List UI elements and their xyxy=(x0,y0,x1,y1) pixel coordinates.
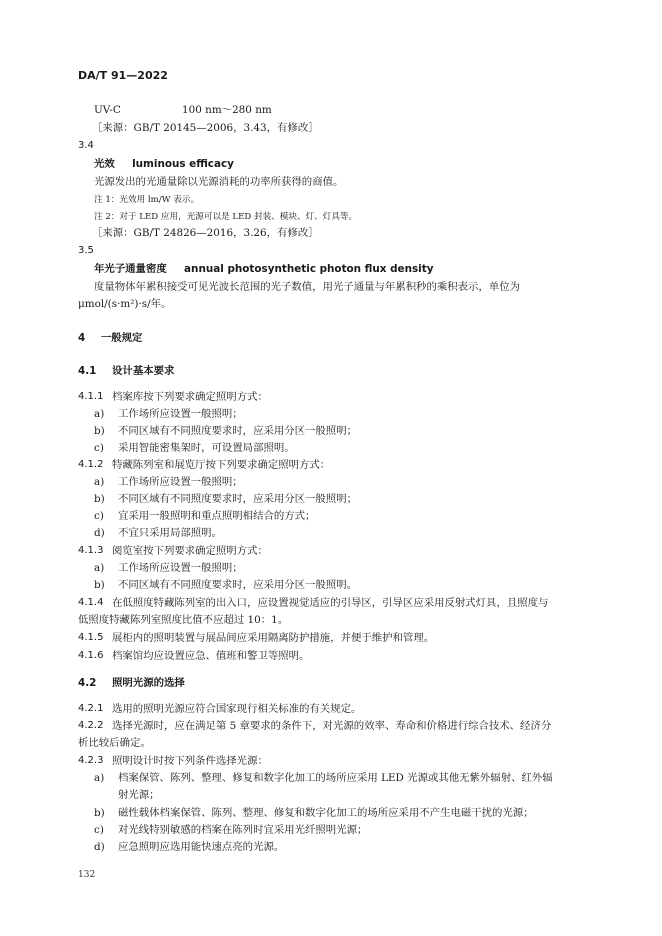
clause-number: 4.1.4 xyxy=(78,597,104,608)
list-marker: c) xyxy=(94,824,104,836)
term-title xyxy=(94,157,234,171)
chapter-heading xyxy=(78,331,142,345)
section-number: 4.1 xyxy=(78,365,97,377)
term-definition-line-1: 度量物体年累积接受可见光波长范围的光子数值，用光子通量与年累积秒的乘积表示，单位为 xyxy=(94,281,521,293)
clause-number: 4.1.1 xyxy=(78,391,104,402)
list-marker: d) xyxy=(94,841,105,853)
list-marker: a) xyxy=(94,476,105,488)
list-marker: a) xyxy=(94,408,105,420)
clause-text-line-2: 析比较后确定。 xyxy=(78,737,151,749)
clause-text: 档案馆均应设置应急、值班和警卫等照明。 xyxy=(112,650,310,662)
list-item: 对光线特别敏感的档案在陈列时宜采用光纤照明光源； xyxy=(118,824,368,836)
term-zh: 光效 xyxy=(94,158,115,170)
clause-text: 选用的照明光源应符合国家现行相关标准的有关规定。 xyxy=(112,703,362,715)
list-marker: a) xyxy=(94,562,105,574)
list-marker: a) xyxy=(94,772,105,784)
clause-number: 4.1.6 xyxy=(78,650,104,661)
list-item: 不同区域有不同照度要求时，应采用分区一般照明。 xyxy=(118,579,357,591)
list-marker: c) xyxy=(94,510,104,522)
clause-number: 4.1.5 xyxy=(78,632,104,643)
clause-number: 4.2.3 xyxy=(78,755,104,766)
list-marker: d) xyxy=(94,527,105,539)
clause-text: 特藏陈列室和展览厅按下列要求确定照明方式： xyxy=(112,459,331,471)
list-item-line-2: 射光源； xyxy=(118,789,160,801)
source-reference: ［来源：GB/T 20145—2006，3.43，有修改］ xyxy=(92,122,319,134)
list-item: 磁性载体档案保管、陈列、整理、修复和数字化加工的场所应采用不产生电磁干扰的光源； xyxy=(118,807,534,819)
list-item: 不同区域有不同照度要求时，应采用分区一般照明； xyxy=(118,493,357,505)
list-item: 宜采用一般照明和重点照明相结合的方式； xyxy=(118,510,316,522)
list-item: 应急照明应选用能快速点亮的光源。 xyxy=(118,841,285,853)
document-header: DA/T 91—2022 xyxy=(78,69,168,82)
list-item-line-1: 档案保管、陈列、整理、修复和数字化加工的场所应采用 LED 光源或其他无紫外辐射、红外辐 xyxy=(118,772,553,784)
clause-text: 展柜内的照明装置与展品间应采用隔离防护措施，并便于维护和管理。 xyxy=(112,632,435,644)
term-definition: 光源发出的光通量除以光源消耗的功率所获得的商值。 xyxy=(94,176,344,188)
term-number: 3.5 xyxy=(78,245,94,256)
clause-number: 4.2.1 xyxy=(78,703,104,714)
list-item: 工作场所应设置一般照明； xyxy=(118,476,243,488)
list-item: 不同区域有不同照度要求时，应采用分区一般照明； xyxy=(118,425,357,437)
term-number: 3.4 xyxy=(78,140,94,151)
clause-number: 4.1.2 xyxy=(78,459,104,470)
clause-number: 4.2.2 xyxy=(78,720,104,731)
clause-text: 阅览室按下列要求确定照明方式： xyxy=(112,545,268,557)
section-heading xyxy=(78,364,174,378)
clause-text-line-2: 低照度特藏陈列室照度比值不应超过 10：1。 xyxy=(78,614,289,626)
uvc-range: 100 nm～280 nm xyxy=(182,104,272,116)
clause-text-line-1: 在低照度特藏陈列室的出入口，应设置视觉适应的引导区，引导区应采用反射式灯具，且照度与 xyxy=(112,597,549,609)
section-title: 设计基本要求 xyxy=(112,365,175,377)
list-item: 不宜只采用局部照明。 xyxy=(118,527,222,539)
note-1: 注 1：光效用 lm/W 表示。 xyxy=(94,195,200,205)
list-marker: b) xyxy=(94,425,105,437)
section-title: 照明光源的选择 xyxy=(112,677,185,689)
source-reference: ［来源：GB/T 24826—2016，3.26，有修改］ xyxy=(92,227,319,239)
term-en: annual photosynthetic photon flux density xyxy=(184,263,434,275)
uvc-name: UV-C xyxy=(94,104,121,116)
chapter-title: 一般规定 xyxy=(100,332,143,344)
list-item: 工作场所应设置一般照明； xyxy=(118,562,243,574)
clause-text: 照明设计时按下列条件选择光源： xyxy=(112,755,268,767)
list-marker: b) xyxy=(94,493,105,505)
term-definition-line-2: μmol/(s·m²)·s/年。 xyxy=(78,298,172,310)
clause-text-line-1: 选择光源时，应在满足第 5 章要求的条件下，对光源的效率、寿命和价格进行综合技术、经济分 xyxy=(112,720,552,732)
section-number: 4.2 xyxy=(78,677,97,689)
term-en: luminous efficacy xyxy=(132,158,234,170)
list-marker: b) xyxy=(94,579,105,591)
note-2: 注 2：对于 LED 应用，光源可以是 LED 封装、模块、灯、灯具等。 xyxy=(94,212,358,222)
term-title xyxy=(94,262,433,276)
list-item: 工作场所应设置一般照明； xyxy=(118,408,243,420)
term-zh: 年光子通量密度 xyxy=(94,263,167,275)
page-number: 132 xyxy=(78,870,96,880)
list-item: 采用智能密集架时，可设置局部照明。 xyxy=(118,442,295,454)
section-heading xyxy=(78,676,185,690)
list-marker: b) xyxy=(94,807,105,819)
clause-number: 4.1.3 xyxy=(78,545,104,556)
list-marker: c) xyxy=(94,442,104,454)
chapter-number: 4 xyxy=(78,332,86,344)
clause-text: 档案库按下列要求确定照明方式： xyxy=(112,391,268,403)
